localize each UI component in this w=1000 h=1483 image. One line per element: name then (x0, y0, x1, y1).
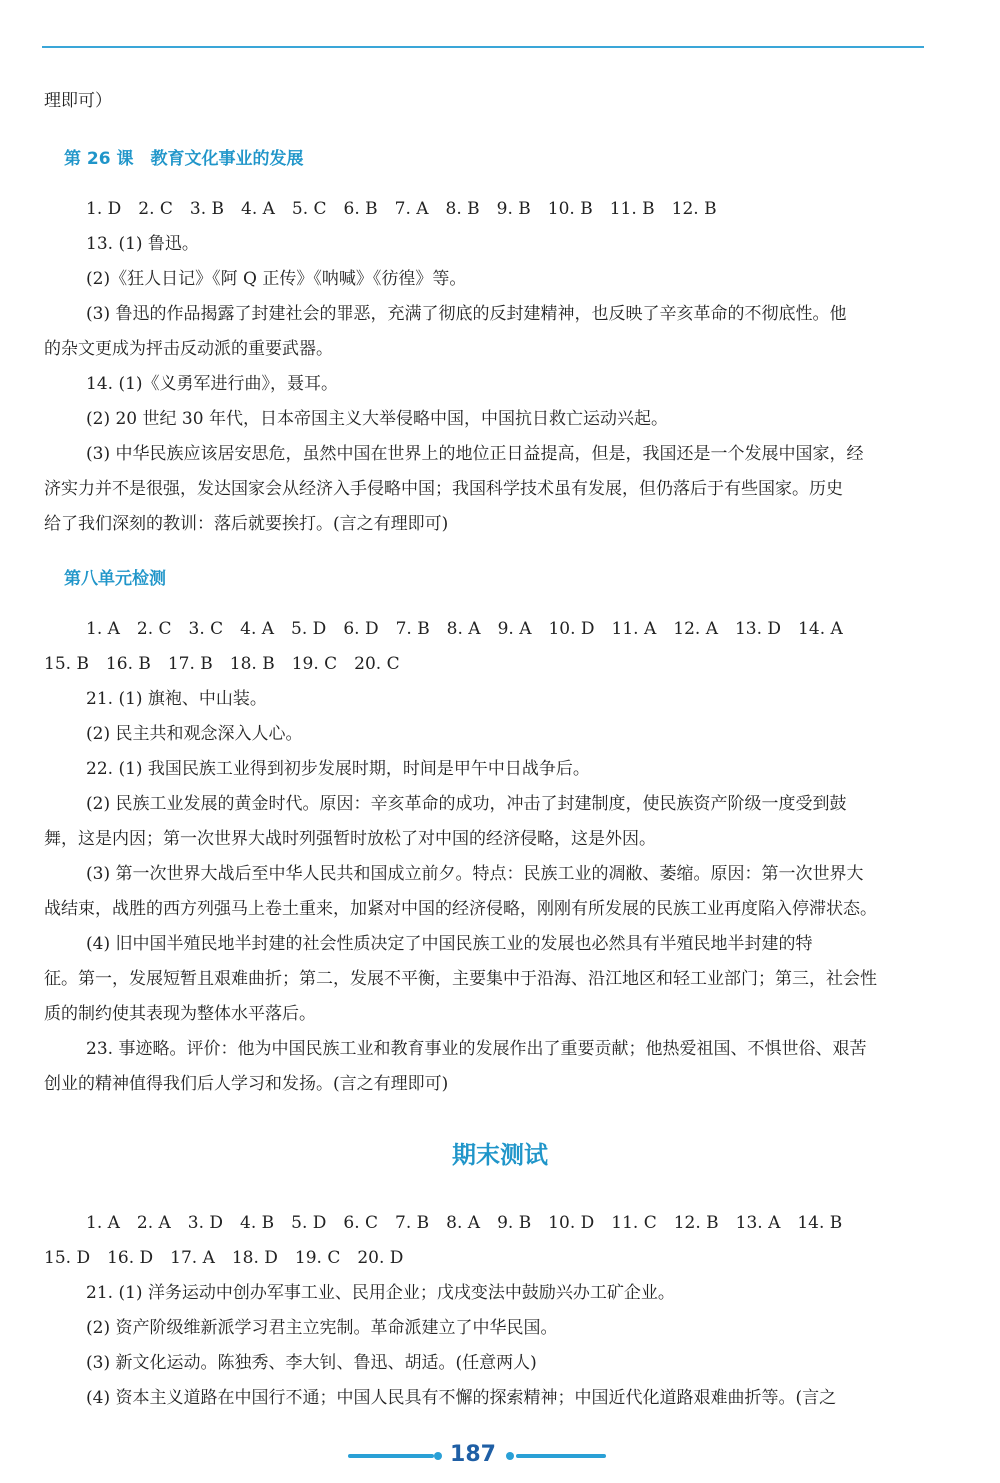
answer-line: (3) 第一次世界大战后至中华人民共和国成立前夕。特点：民族工业的凋敝、萎缩。原因：第一次世界大 (86, 864, 864, 884)
page-number: 187 (450, 1442, 496, 1467)
answer-line: 15. D 16. D 17. A 18. D 19. C 20. D (44, 1248, 404, 1268)
answer-line: 1. A 2. A 3. D 4. B 5. D 6. C 7. B 8. A 9. B 10. D 11. C 12. B 13. A 14. B (86, 1213, 843, 1233)
answer-line: 的杂文更成为抨击反动派的重要武器。 (44, 339, 333, 359)
answer-line: 舞，这是内因；第一次世界大战时列强暂时放松了对中国的经济侵略，这是外因。 (44, 829, 656, 849)
answer-line: (2)《狂人日记》《阿 Q 正传》《呐喊》《彷徨》等。 (86, 269, 467, 289)
footer-rule-left (348, 1454, 434, 1458)
answer-line: (2) 20 世纪 30 年代，日本帝国主义大举侵略中国，中国抗日救亡运动兴起。 (86, 409, 668, 429)
answer-line: 23. 事迹略。评价：他为中国民族工业和教育事业的发展作出了重要贡献；他热爱祖国、不惧世俗、艰苦 (86, 1039, 867, 1059)
answer-line: 战结束，战胜的西方列强马上卷土重来，加紧对中国的经济侵略，刚刚有所发展的民族工业再度陷入停滞状态。 (44, 899, 877, 919)
answer-line: 21. (1) 洋务运动中创办军事工业、民用企业；戊戌变法中鼓励兴办工矿企业。 (86, 1283, 675, 1303)
answer-line: (4) 资本主义道路在中国行不通；中国人民具有不懈的探索精神；中国近代化道路艰难曲折等。(言之 (86, 1388, 837, 1408)
footer-rule-right (516, 1454, 606, 1458)
answer-line: 1. D 2. C 3. B 4. A 5. C 6. B 7. A 8. B 9. B 10. B 11. B 12. B (86, 199, 717, 219)
answer-line: (4) 旧中国半殖民地半封建的社会性质决定了中国民族工业的发展也必然具有半殖民地半封建的特 (86, 934, 813, 954)
answer-line: (3) 中华民族应该居安思危，虽然中国在世界上的地位正日益提高，但是，我国还是一个发展中国家，经 (86, 444, 864, 464)
footer-dot-icon (434, 1452, 442, 1460)
page-footer (0, 1440, 1000, 1470)
section-title-unit-8-test: 第八单元检测 (64, 569, 166, 589)
answer-line: (2) 资产阶级维新派学习君主立宪制。革命派建立了中华民国。 (86, 1318, 558, 1338)
answer-line: 21. (1) 旗袍、中山装。 (86, 689, 267, 709)
answer-line: (3) 新文化运动。陈独秀、李大钊、鲁迅、胡适。(任意两人) (86, 1353, 537, 1373)
header-rule (42, 46, 924, 48)
answer-line: 征。第一，发展短暂且艰难曲折；第二，发展不平衡，主要集中于沿海、沿江地区和轻工业部门；第三，社会性 (44, 969, 877, 989)
answer-line: 创业的精神值得我们后人学习和发扬。(言之有理即可) (44, 1074, 449, 1094)
footer-dot-icon (506, 1452, 514, 1460)
answer-line: (2) 民主共和观念深入人心。 (86, 724, 303, 744)
continuation-line: 理即可） (44, 91, 112, 111)
answer-line: 14. (1)《义勇军进行曲》，聂耳。 (86, 374, 339, 394)
answer-line: (3) 鲁迅的作品揭露了封建社会的罪恶，充满了彻底的反封建精神，也反映了辛亥革命的不彻底性。他 (86, 304, 847, 324)
answer-line: 1. A 2. C 3. C 4. A 5. D 6. D 7. B 8. A 9. A 10. D 11. A 12. A 13. D 14. A (86, 619, 843, 639)
answer-line: 济实力并不是很强，发达国家会从经济入手侵略中国；我国科学技术虽有发展，但仍落后于有些国家。历史 (44, 479, 843, 499)
section-title-lesson-26: 第 26 课 教育文化事业的发展 (64, 149, 304, 169)
answer-line: 15. B 16. B 17. B 18. B 19. C 20. C (44, 654, 400, 674)
section-title-final-test: 期末测试 (452, 1141, 548, 1169)
answer-line: (2) 民族工业发展的黄金时代。原因：辛亥革命的成功，冲击了封建制度，使民族资产阶级一度受到鼓 (86, 794, 847, 814)
answer-line: 给了我们深刻的教训：落后就要挨打。(言之有理即可) (44, 514, 449, 534)
answer-line: 22. (1) 我国民族工业得到初步发展时期，时间是甲午中日战争后。 (86, 759, 590, 779)
answer-line: 质的制约使其表现为整体水平落后。 (44, 1004, 316, 1024)
answer-line: 13. (1) 鲁迅。 (86, 234, 199, 254)
